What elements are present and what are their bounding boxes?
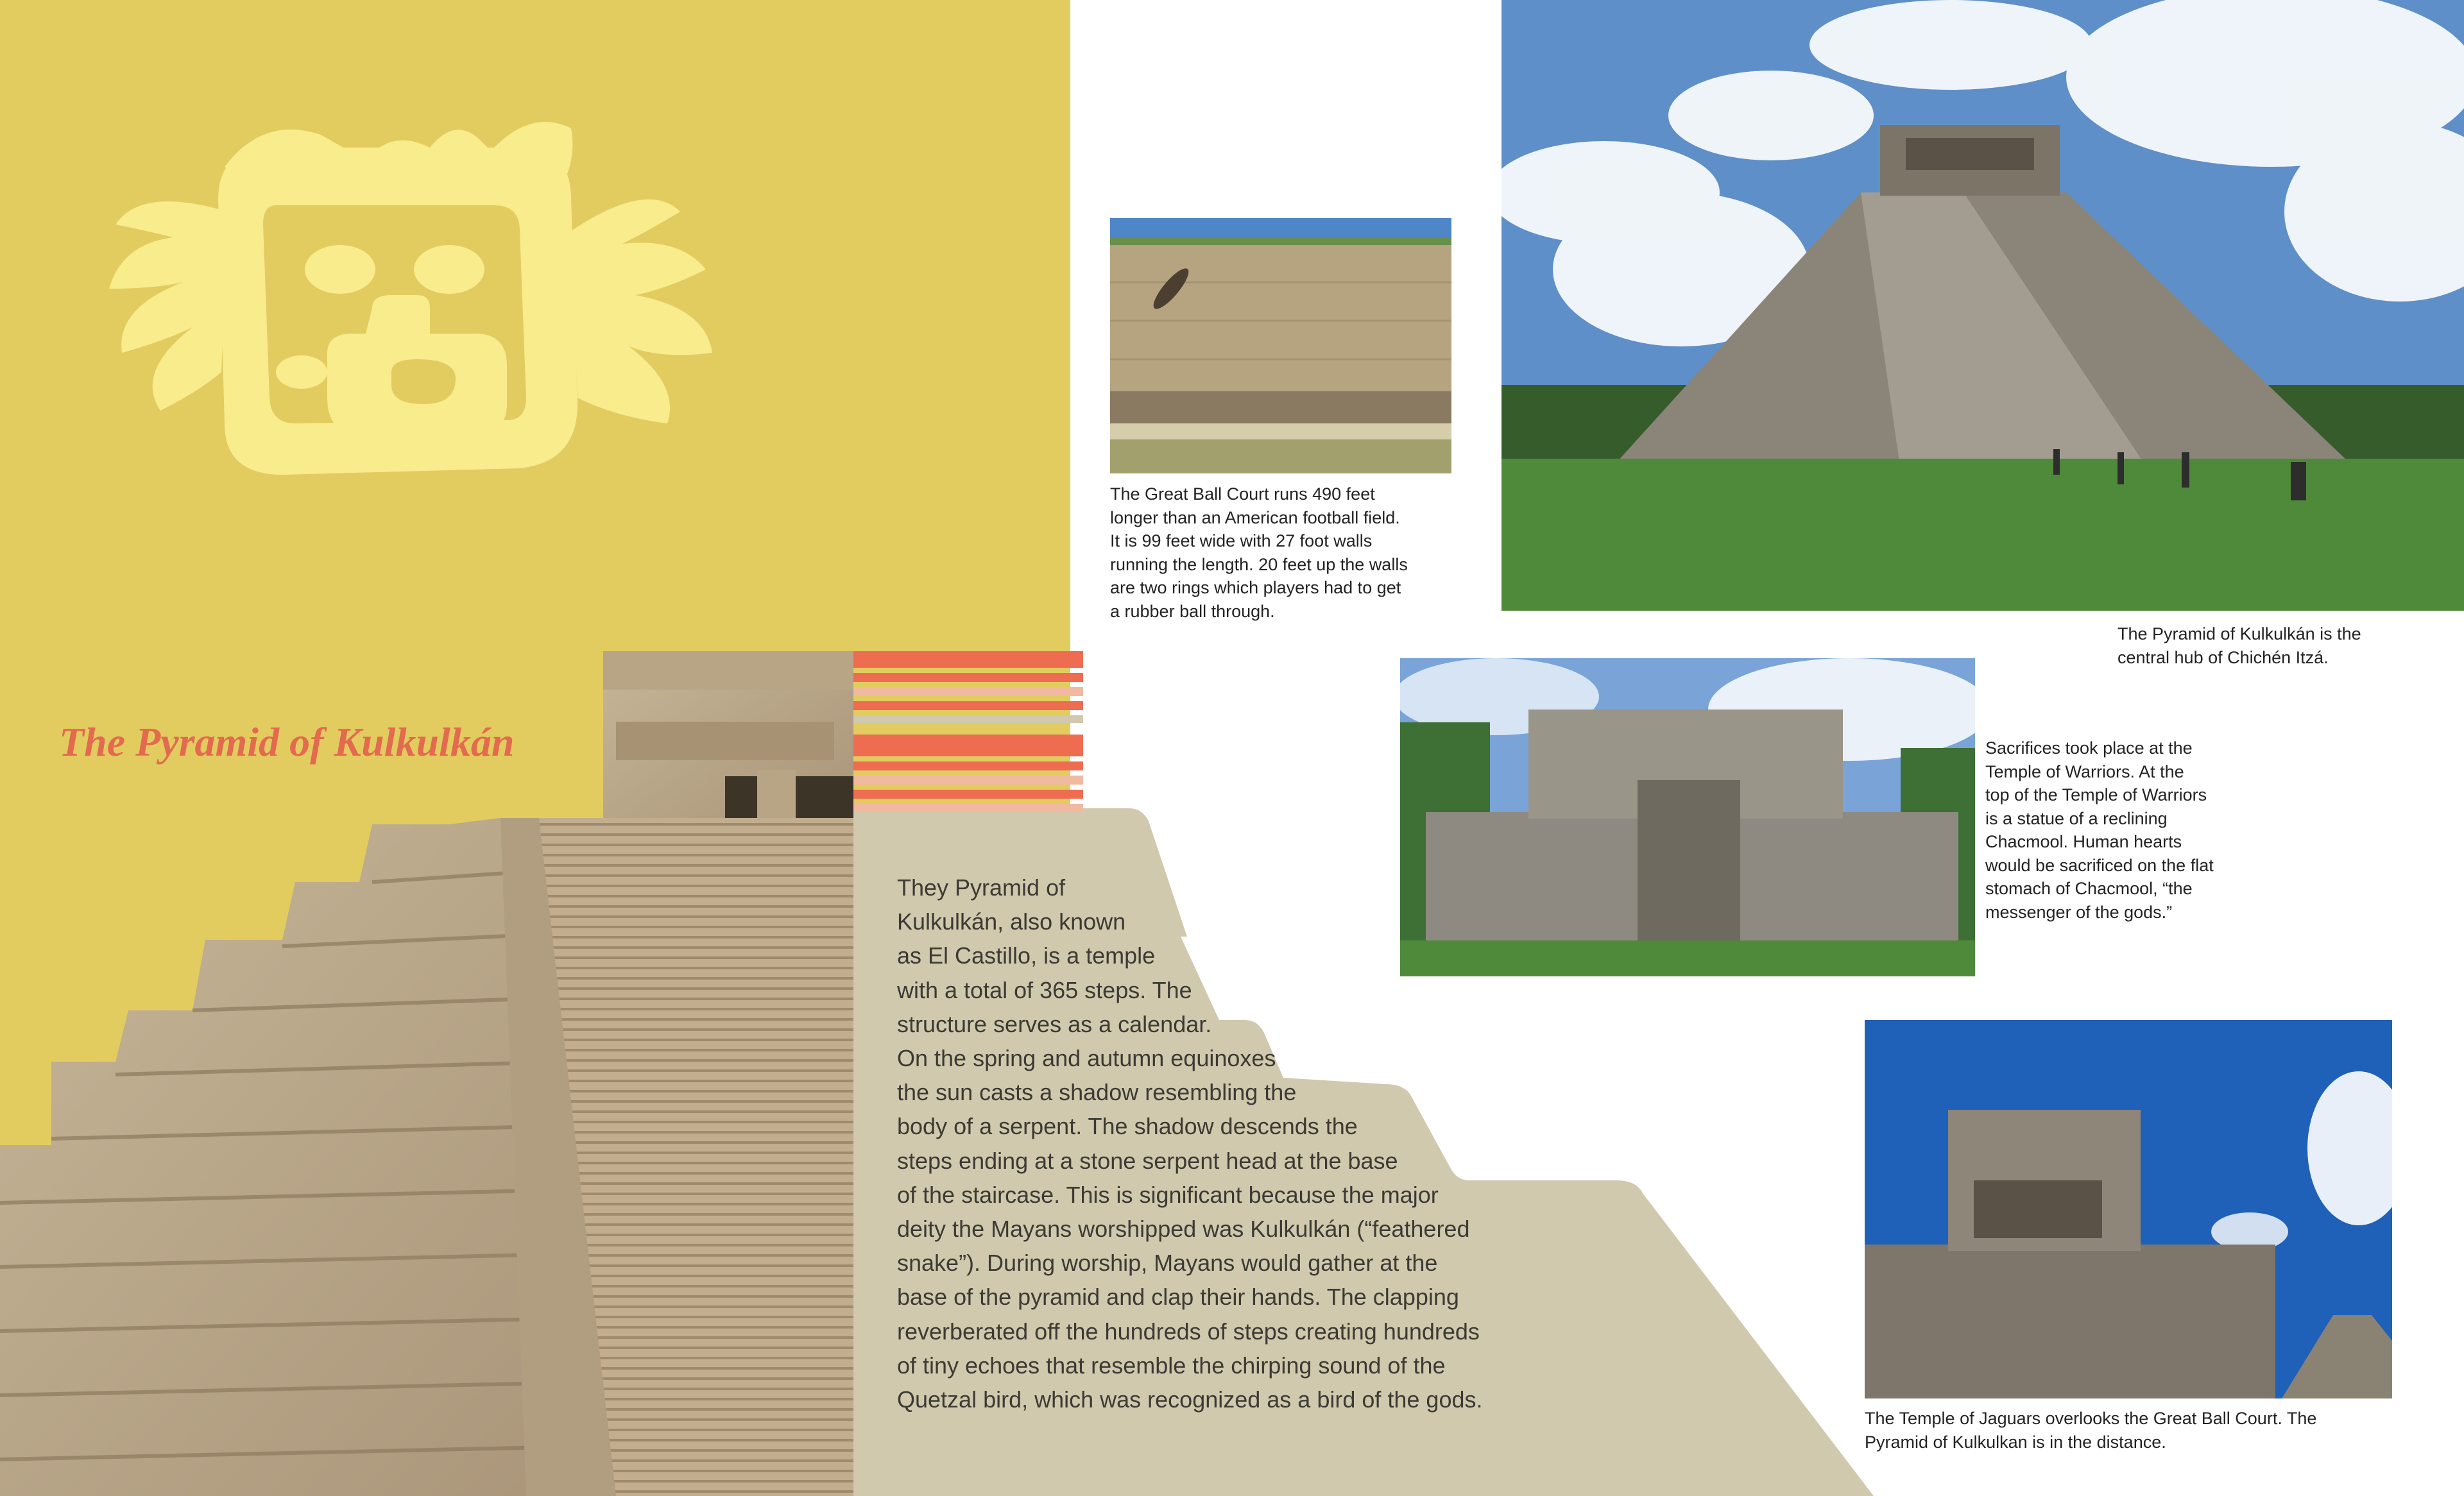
body-text-line: snake”). During worship, Mayans would gather at the	[897, 1250, 1438, 1277]
caption-line: is a statue of a reclining	[1985, 808, 2168, 828]
jaguars-caption	[1865, 1407, 2316, 1454]
body-text-line: the sun casts a shadow resembling the	[897, 1079, 1297, 1106]
caption-line: Temple of Warriors. At the	[1985, 761, 2184, 781]
body-text-line: with a total of 365 steps. The	[897, 976, 1192, 1003]
kulkulkan-photo	[1502, 0, 2464, 611]
body-text-line: On the spring and autumn equinoxes	[897, 1045, 1276, 1072]
body-text-line: of the staircase. This is significant because the major	[897, 1181, 1439, 1208]
caption-line: central hub of Chichén Itzá.	[2118, 647, 2329, 667]
warriors-photo	[1400, 658, 1975, 976]
body-text-line: body of a serpent. The shadow descends the	[897, 1113, 1358, 1140]
caption-line: longer than an American football field.	[1110, 507, 1400, 527]
body-text-line: reverberated off the hundreds of steps creating hundreds	[897, 1318, 1480, 1345]
body-text-line: structure serves as a calendar.	[897, 1010, 1212, 1037]
page-title: The Pyramid of Kulkulkán	[59, 719, 515, 765]
caption-line: stomach of Chacmool, “the	[1985, 879, 2193, 898]
body-text-line: as El Castillo, is a temple	[897, 942, 1156, 969]
pyramid-caption	[2118, 622, 2361, 669]
body-text-line: Kulkulkán, also known	[897, 908, 1126, 935]
maya-glyph-icon	[71, 103, 764, 513]
caption-line: Chacmool. Human hearts	[1985, 832, 2182, 851]
caption-line: Sacrifices took place at the	[1985, 738, 2193, 758]
body-text-line: of tiny echoes that resemble the chirping sound of the	[897, 1352, 1446, 1379]
body-text-line: They Pyramid of	[897, 874, 1066, 901]
body-text-line: deity the Mayans worshipped was Kulkulkán (“feathered	[897, 1216, 1470, 1243]
caption-line: Pyramid of Kulkulkan is in the distance.	[1865, 1432, 2166, 1452]
warriors-caption	[1985, 736, 2214, 924]
caption-line: The Temple of Jaguars overlooks the Great Ball Court. The	[1865, 1409, 2317, 1428]
caption-line: top of the Temple of Warriors	[1985, 785, 2207, 804]
caption-line: running the length. 20 feet up the walls	[1110, 554, 1408, 574]
caption-line: messenger of the gods.”	[1985, 902, 2173, 922]
caption-line: are two rings which players had to get	[1110, 578, 1401, 597]
caption-line: a rubber ball through.	[1110, 601, 1275, 621]
pyramid-photo	[0, 651, 853, 1496]
caption-line: The Great Ball Court runs 490 feet	[1110, 484, 1375, 504]
body-text-line: base of the pyramid and clap their hands. The clapping	[897, 1284, 1459, 1311]
ball-court-photo	[1110, 218, 1451, 473]
body-text-line: Quetzal bird, which was recognized as a bird of the gods.	[897, 1386, 1483, 1413]
caption-line: It is 99 feet wide with 27 foot walls	[1110, 531, 1373, 550]
body-text-line: steps ending at a stone serpent head at the base	[897, 1147, 1398, 1174]
ball-court-caption	[1110, 482, 1408, 623]
accent-stripes	[851, 651, 1083, 818]
caption-line: would be sacrificed on the flat	[1985, 855, 2214, 875]
caption-line: The Pyramid of Kulkulkán is the	[2118, 624, 2361, 643]
jaguars-photo	[1865, 1020, 2392, 1398]
